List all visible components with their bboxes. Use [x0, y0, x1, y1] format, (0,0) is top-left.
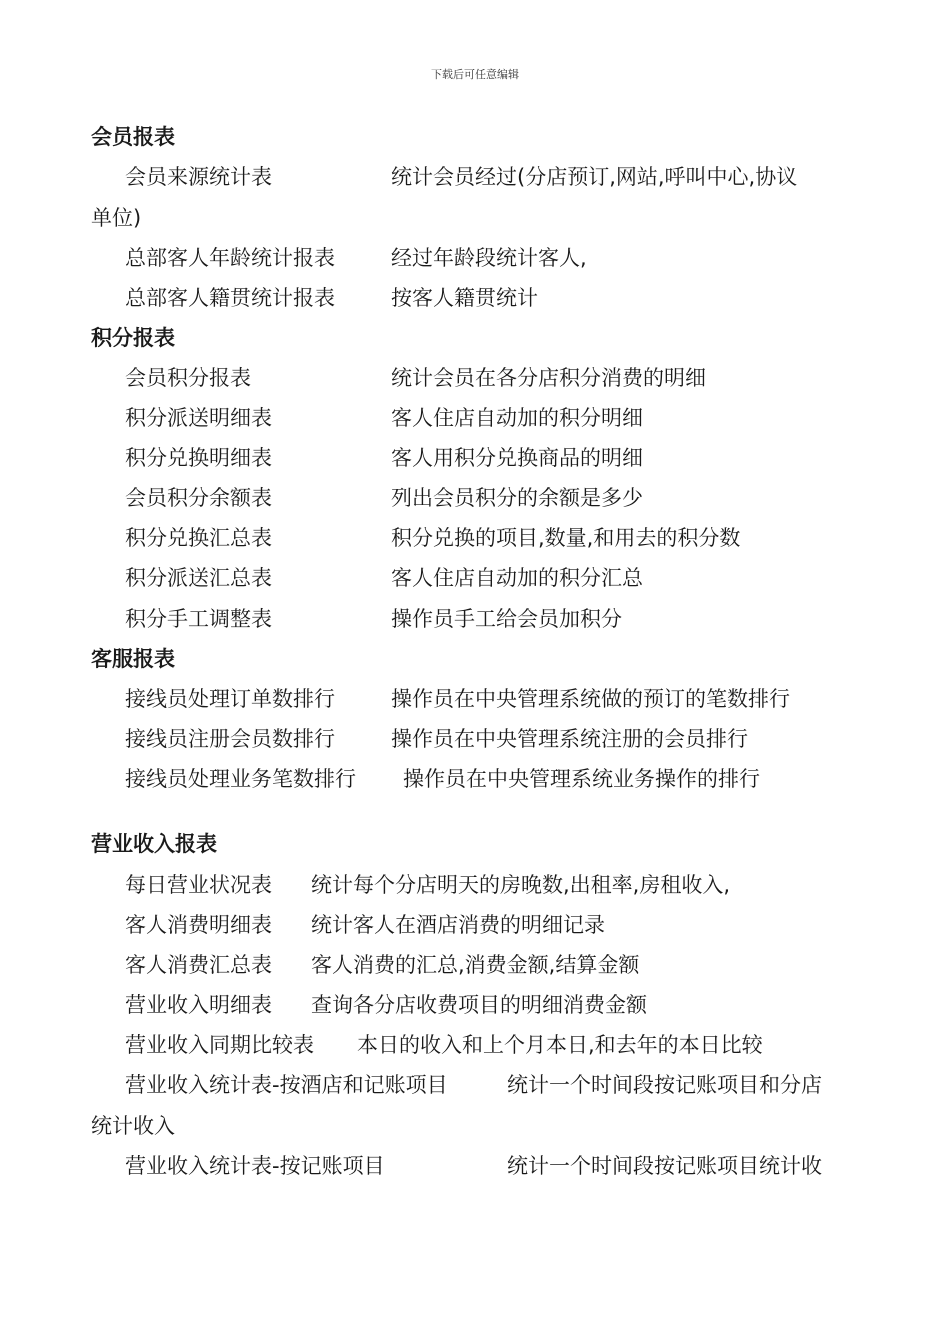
report-description: 查询各分店收费项目的明细消费金额: [311, 993, 647, 1017]
report-name: 客人消费明细表: [125, 913, 272, 937]
report-name: 营业收入统计表-按记账项目: [125, 1154, 385, 1178]
report-description: 操作员在中央管理系统业务操作的排行: [403, 767, 760, 791]
report-name: 营业收入明细表: [125, 993, 272, 1017]
section-heading-member: 会员报表: [91, 125, 175, 149]
report-description: 客人住店自动加的积分明细: [391, 406, 643, 430]
report-description: 经过年龄段统计客人,: [391, 246, 587, 270]
report-name: 积分派送汇总表: [125, 566, 272, 590]
section-heading-points: 积分报表: [91, 326, 175, 350]
report-description: 统计客人在酒店消费的明细记录: [311, 913, 605, 937]
report-description: 本日的收入和上个月本日,和去年的本日比较: [357, 1033, 763, 1057]
report-name: 总部客人年龄统计报表: [125, 246, 335, 270]
report-name: 总部客人籍贯统计报表: [125, 286, 335, 310]
report-description: 统计一个时间段按记账项目和分店: [507, 1073, 822, 1097]
report-name: 积分手工调整表: [125, 607, 272, 631]
report-name: 积分派送明细表: [125, 406, 272, 430]
report-name: 会员积分余额表: [125, 486, 272, 510]
report-description-continued: 统计收入: [91, 1114, 175, 1138]
report-description: 操作员在中央管理系统注册的会员排行: [391, 727, 748, 751]
report-name: 每日营业状况表: [125, 873, 272, 897]
report-description: 积分兑换的项目,数量,和用去的积分数: [391, 526, 741, 550]
report-description: 统计一个时间段按记账项目统计收: [507, 1154, 822, 1178]
report-description: 操作员在中央管理系统做的预订的笔数排行: [391, 687, 790, 711]
section-heading-revenue: 营业收入报表: [91, 832, 217, 856]
report-name: 接线员注册会员数排行: [125, 727, 335, 751]
report-description: 客人住店自动加的积分汇总: [391, 566, 643, 590]
report-description: 客人消费的汇总,消费金额,结算金额: [311, 953, 640, 977]
report-name: 积分兑换汇总表: [125, 526, 272, 550]
report-name: 积分兑换明细表: [125, 446, 272, 470]
page-header: 下载后可任意编辑: [431, 68, 519, 81]
report-description: 统计会员经过(分店预订,网站,呼叫中心,协议: [391, 165, 798, 189]
report-name: 会员来源统计表: [125, 165, 272, 189]
report-description: 统计每个分店明天的房晚数,出租率,房租收入,: [311, 873, 731, 897]
report-name: 接线员处理业务笔数排行: [125, 767, 356, 791]
report-description: 客人用积分兑换商品的明细: [391, 446, 643, 470]
report-description: 统计会员在各分店积分消费的明细: [391, 366, 706, 390]
report-name: 会员积分报表: [125, 366, 251, 390]
report-name: 客人消费汇总表: [125, 953, 272, 977]
report-name: 营业收入统计表-按酒店和记账项目: [125, 1073, 448, 1097]
report-description: 列出会员积分的余额是多少: [391, 486, 643, 510]
report-description: 按客人籍贯统计: [391, 286, 538, 310]
report-name: 营业收入同期比较表: [125, 1033, 314, 1057]
report-description-continued: 单位): [91, 206, 142, 230]
section-heading-customer-service: 客服报表: [91, 647, 175, 671]
report-description: 操作员手工给会员加积分: [391, 607, 622, 631]
report-name: 接线员处理订单数排行: [125, 687, 335, 711]
